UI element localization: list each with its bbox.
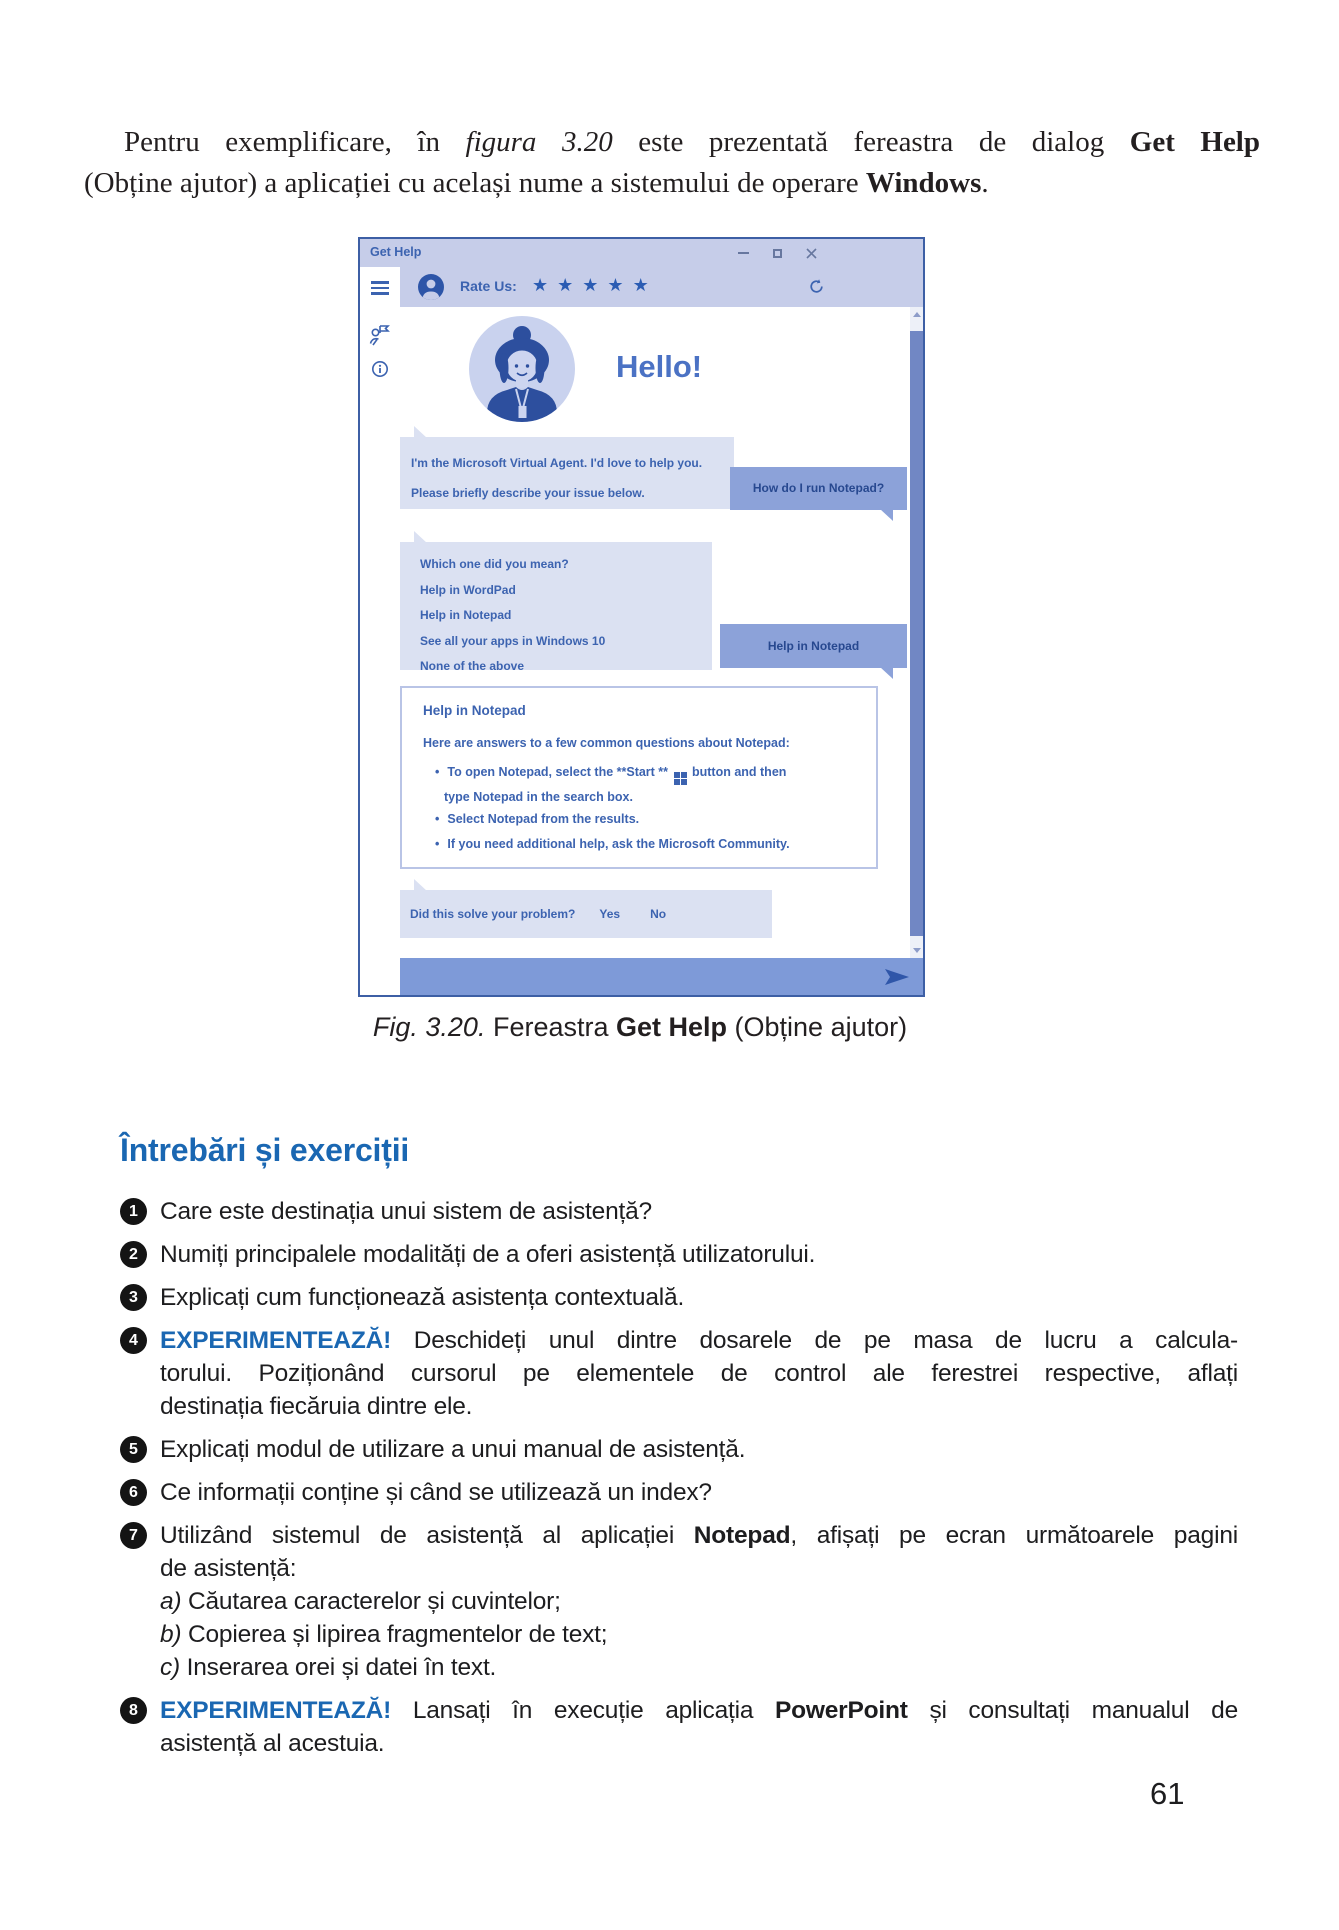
experiment-label: EXPERIMENTEAZĂ!: [160, 1327, 392, 1354]
exercise-item-4: [120, 1324, 1238, 1423]
star-icon[interactable]: ★: [632, 275, 649, 295]
figure-caption: [300, 1012, 980, 1043]
card-text: Select: [447, 812, 488, 826]
no-button[interactable]: No: [650, 907, 667, 921]
os-name: Windows: [865, 167, 982, 199]
star-icon[interactable]: ★: [532, 275, 549, 295]
card-text: from the results.: [537, 812, 640, 826]
item-number-badge: 7: [120, 1522, 147, 1549]
sub-item-text: Căutarea caracterelor și cuvintelor;: [181, 1588, 561, 1615]
item-line: torului. Poziționând cursorul pe elementele de control ale ferestrei respective, aflați: [160, 1360, 1238, 1387]
sub-item-text: Inserarea orei și datei în text.: [180, 1654, 497, 1681]
star-icon[interactable]: ★: [557, 275, 574, 295]
card-text: in the search box.: [523, 790, 633, 804]
option-help-in-notepad[interactable]: Help in Notepad: [420, 608, 512, 622]
minimize-icon[interactable]: [738, 252, 749, 254]
intro-text: Pentru exemplificare, în: [124, 126, 466, 158]
menu-icon[interactable]: [371, 281, 389, 298]
bullet-icon: •: [435, 765, 440, 779]
item-number-badge: 6: [120, 1479, 147, 1506]
caption-text: (Obține ajutor): [727, 1012, 908, 1042]
card-text-bold: Notepad: [487, 812, 538, 826]
message-line: Which one did you mean?: [420, 557, 569, 571]
card-bullet: [435, 812, 639, 826]
scroll-up-icon[interactable]: [913, 312, 921, 317]
scroll-down-icon[interactable]: [913, 948, 921, 953]
bullet-icon: •: [435, 837, 440, 851]
section-heading: Întrebări și exerciții: [120, 1132, 410, 1168]
page-number: 61: [1150, 1776, 1185, 1811]
send-icon[interactable]: [883, 965, 911, 989]
app-name: Get Help: [1129, 126, 1260, 158]
item-number-badge: 5: [120, 1436, 147, 1463]
exercise-item-8: [120, 1694, 1238, 1760]
sub-item-a: [160, 1585, 1238, 1618]
item-text: Explicați cum funcționează asistența contextuală.: [160, 1284, 685, 1311]
virtual-agent-avatar: [469, 316, 575, 422]
sidebar: [360, 267, 400, 995]
sub-item-letter: a): [160, 1588, 182, 1615]
exercises-section: [120, 1132, 1238, 1770]
option-none-of-the-above[interactable]: None of the above: [420, 659, 525, 673]
user-message: Help in Notepad: [720, 624, 907, 668]
option-see-all-apps[interactable]: See all your apps in Windows 10: [420, 633, 606, 648]
option-help-in-wordpad[interactable]: Help in WordPad: [420, 582, 516, 597]
message-line: Please briefly describe your issue below.: [411, 486, 645, 500]
item-number-badge: 4: [120, 1327, 147, 1354]
card-text: type: [444, 790, 474, 804]
yes-button[interactable]: Yes: [599, 907, 621, 921]
card-bullet: [435, 760, 786, 810]
rate-us-label: Rate Us:: [460, 278, 517, 294]
info-icon[interactable]: [371, 360, 389, 378]
card-text: To open Notepad, select the **Start **: [447, 765, 672, 779]
item-line: și consultați manualul de: [907, 1697, 1238, 1724]
app-name: PowerPoint: [774, 1697, 908, 1724]
intro-text: este prezentată fereastra de dialog: [612, 126, 1130, 158]
item-line: de asistență:: [160, 1555, 297, 1582]
sub-item-b: [160, 1618, 1238, 1651]
refresh-icon[interactable]: [808, 278, 825, 295]
intro-text: (Obține ajutor) a aplicației cu același nume a sistemului de operare: [84, 167, 866, 199]
item-line: Deschideți unul dintre dosarele de pe masa de lucru a calcula-: [391, 1327, 1238, 1354]
message-line: I'm the Microsoft Virtual Agent. I'd love to help you.: [411, 456, 703, 470]
card-text: button and then: [688, 765, 787, 779]
item-text: [160, 1694, 1238, 1760]
windows-logo-icon: [674, 772, 687, 785]
user-message: How do I run Notepad?: [730, 467, 907, 510]
card-text: If you need additional help, ask the Microsoft Community.: [447, 837, 790, 851]
item-number-badge: 2: [120, 1241, 147, 1268]
get-help-window: [358, 237, 925, 997]
agent-avatar-icon: [418, 274, 444, 300]
card-intro: Here are answers to a few common questions about Notepad:: [423, 736, 790, 750]
maximize-icon[interactable]: [773, 249, 782, 258]
item-number-badge: 1: [120, 1198, 147, 1225]
item-text: [160, 1324, 1238, 1423]
item-text: Numiți principalele modalități de a oferi asistență utilizatorului.: [160, 1241, 816, 1268]
card-bullet: [435, 837, 790, 851]
item-line: Lansați în execuție aplicația: [391, 1697, 775, 1724]
item-text: Ce informații conține și când se utilizează un index?: [160, 1479, 712, 1506]
chat-area: [400, 307, 910, 958]
intro-paragraph: [84, 122, 1260, 204]
item-text: [160, 1519, 1238, 1684]
bullet-icon: •: [435, 812, 440, 826]
item-text: Explicați modul de utilizare a unui manual de asistență.: [160, 1436, 746, 1463]
app-name: Notepad: [693, 1522, 791, 1549]
item-line: , afișați pe ecran următoarele pagini: [790, 1522, 1238, 1549]
caption-fig-label: Fig. 3.20.: [372, 1012, 486, 1042]
item-line: asistență al acestuia.: [160, 1730, 385, 1757]
star-icon[interactable]: ★: [582, 275, 599, 295]
caption-text: Fereastra: [485, 1012, 616, 1042]
item-line: Utilizând sistemul de asistență al aplicației: [160, 1522, 694, 1549]
card-text-bold: Notepad: [473, 790, 524, 804]
window-controls: [738, 239, 817, 267]
rate-bar: [400, 267, 923, 307]
title-bar: [360, 239, 923, 267]
item-text: Care este destinația unui sistem de asistență?: [160, 1198, 652, 1225]
close-icon[interactable]: [806, 248, 817, 259]
sub-item-text: Copierea și lipirea fragmentelor de text;: [181, 1621, 608, 1648]
agent-clarify-message: [400, 542, 712, 673]
greeting-text: Hello!: [616, 349, 703, 384]
agent-message: [400, 437, 734, 509]
message-line: Did this solve your problem?: [410, 907, 576, 921]
sub-item-c: [160, 1651, 1238, 1684]
caption-app-name: Get Help: [616, 1012, 728, 1042]
scrollbar[interactable]: [910, 307, 923, 958]
agent-followup-message: [400, 890, 772, 938]
experiment-label: EXPERIMENTEAZĂ!: [160, 1697, 392, 1724]
item-number-badge: 8: [120, 1697, 147, 1724]
figure-reference: figura 3.20: [465, 126, 613, 158]
sub-item-letter: b): [160, 1621, 182, 1648]
window-title: Get Help: [370, 245, 422, 259]
rating-stars: [532, 275, 658, 296]
card-title: Help in Notepad: [423, 703, 526, 718]
item-line: destinația fiecăruia dintre ele.: [160, 1393, 473, 1420]
help-answer-card: [400, 686, 878, 869]
exercise-item-1: [120, 1195, 1238, 1228]
message-input-bar[interactable]: [400, 958, 923, 995]
exercise-item-2: [120, 1238, 1238, 1271]
intro-text: .: [981, 167, 989, 199]
exercise-item-5: [120, 1433, 1238, 1466]
exercise-item-6: [120, 1476, 1238, 1509]
sub-item-letter: c): [160, 1654, 181, 1681]
exercise-item-7: [120, 1519, 1238, 1684]
item-number-badge: 3: [120, 1284, 147, 1311]
scrollbar-thumb[interactable]: [910, 331, 923, 936]
star-icon[interactable]: ★: [607, 275, 624, 295]
exercise-item-3: [120, 1281, 1238, 1314]
feedback-icon[interactable]: [369, 323, 391, 346]
